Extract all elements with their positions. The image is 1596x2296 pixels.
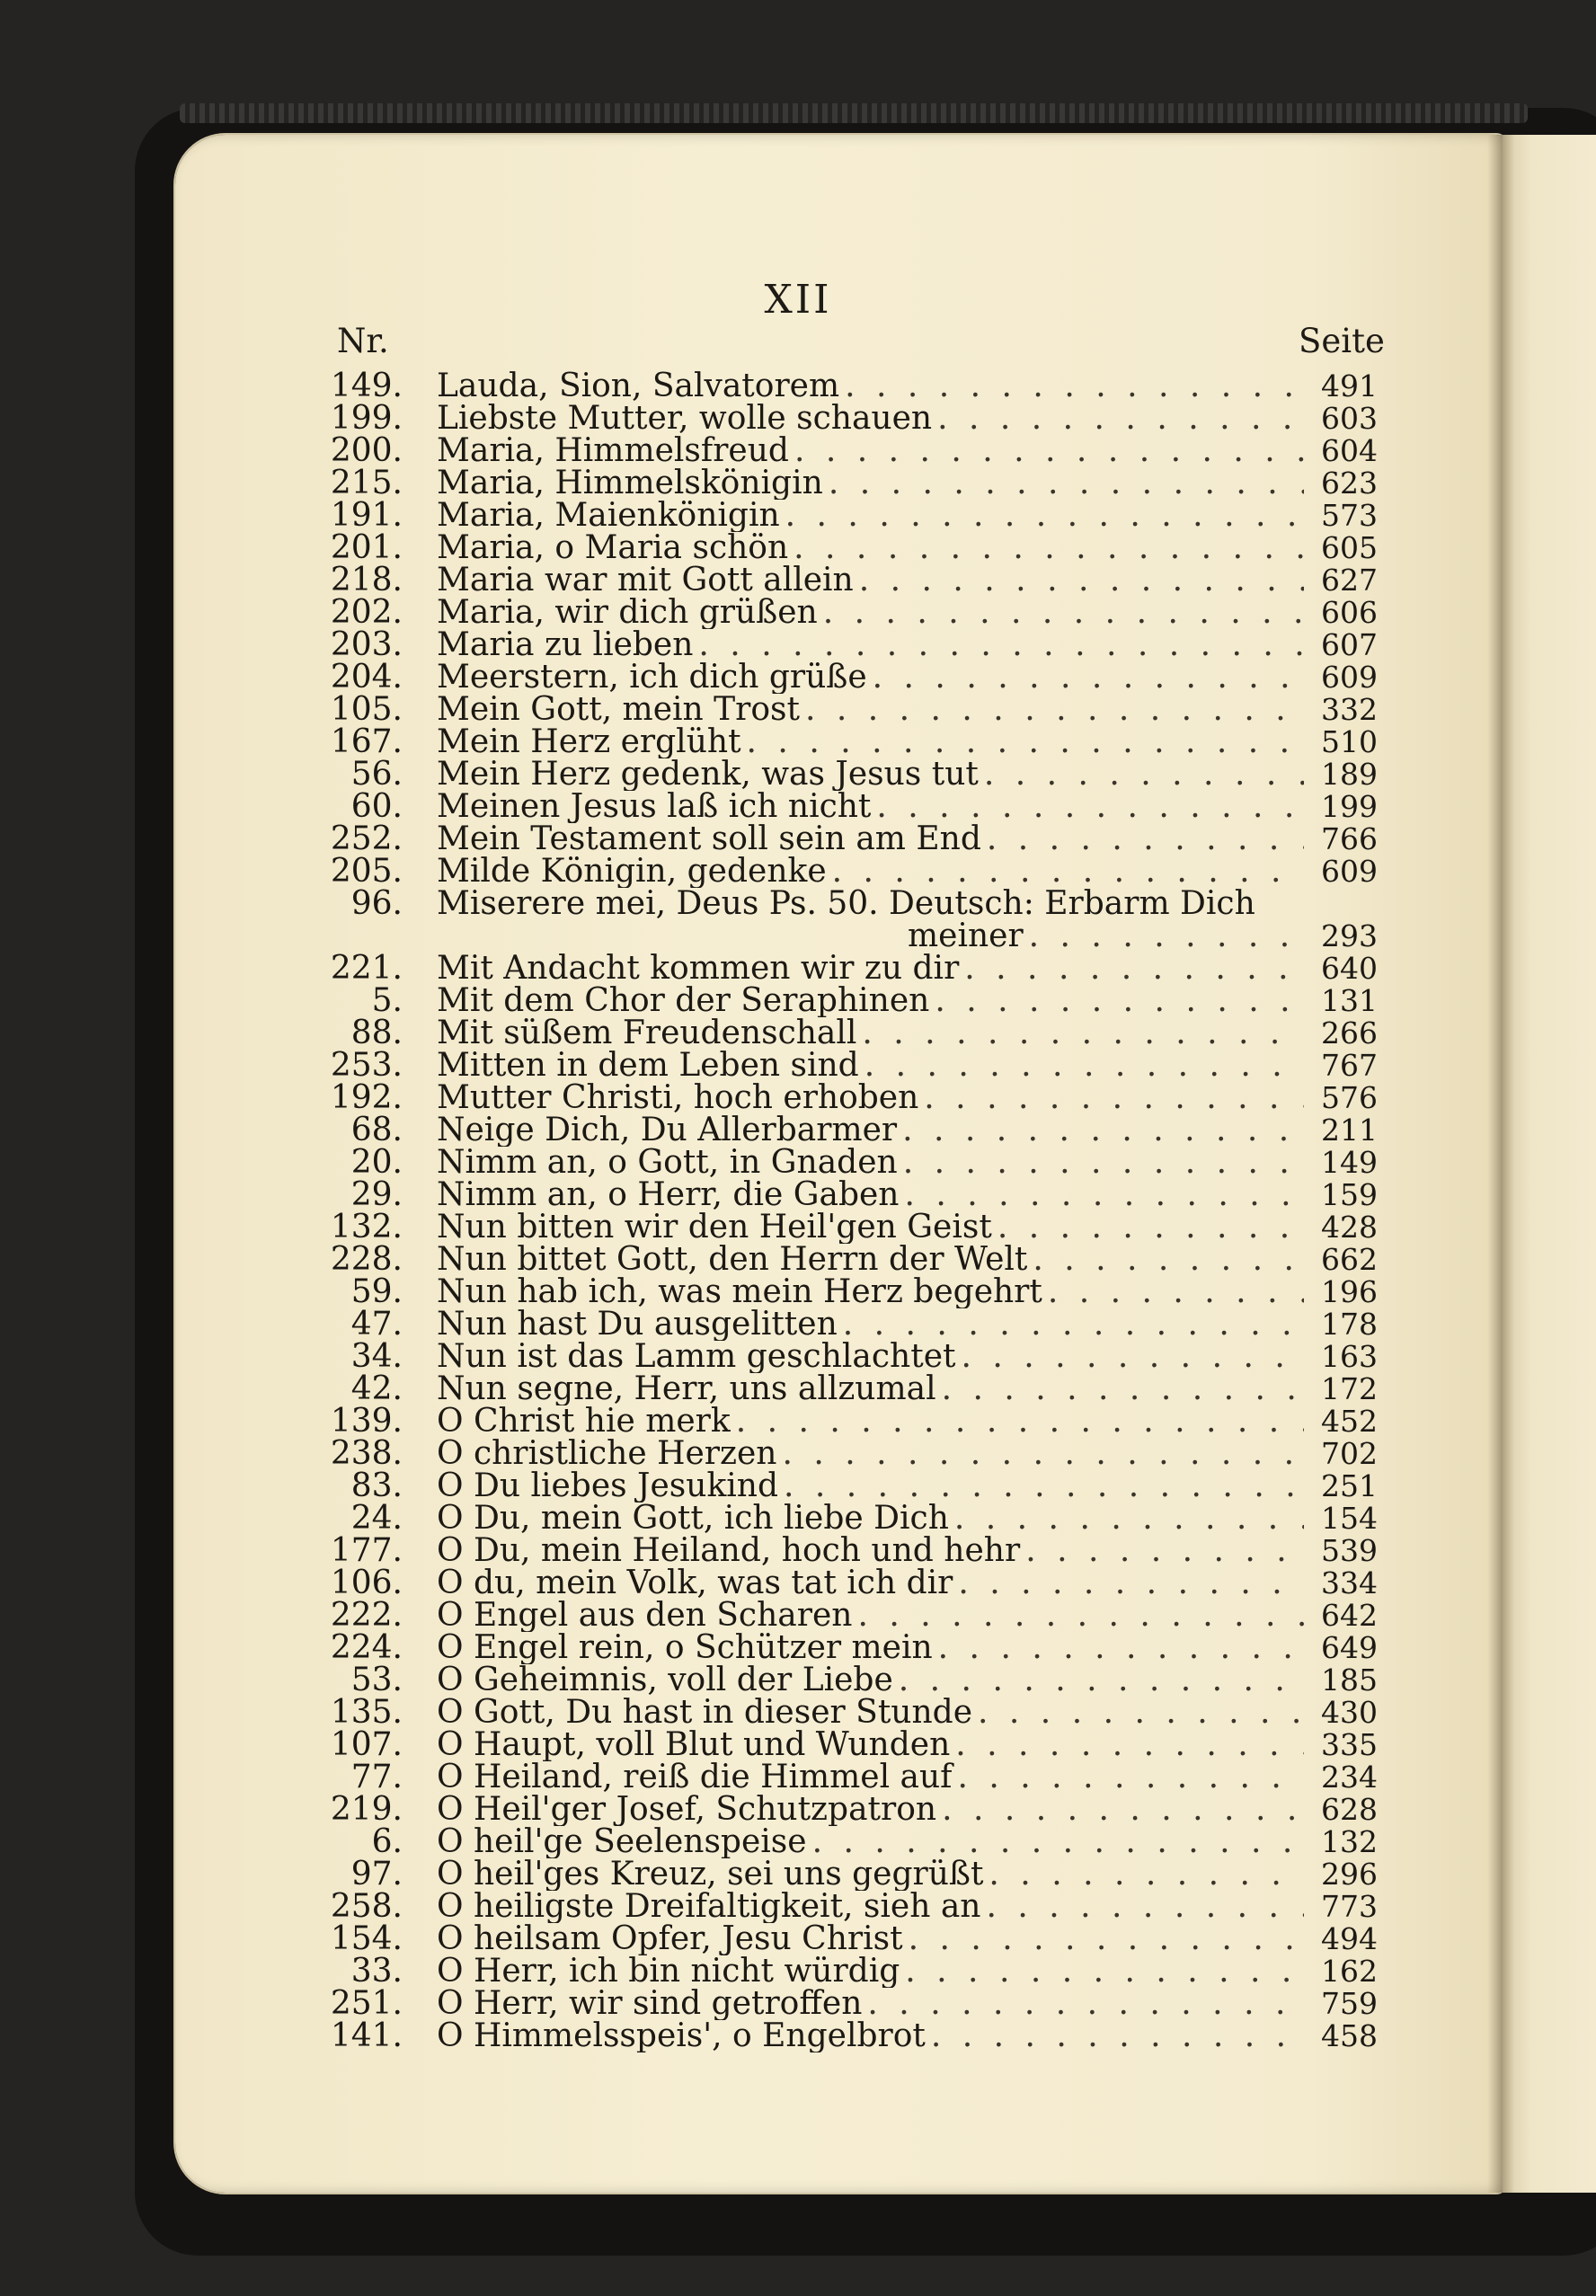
- entry-page-number: 154: [1321, 1501, 1378, 1536]
- entry-title-text: Maria zu lieben: [437, 629, 694, 661]
- entry-page-number: 132: [1321, 1824, 1378, 1859]
- entry-title-text: Liebste Mutter, wolle schauen: [437, 403, 933, 435]
- entry-number: 154.: [330, 1920, 403, 1957]
- entry-title-text: Nun ist das Lamm geschlachtet: [437, 1341, 956, 1373]
- entry-page-number: 606: [1321, 595, 1378, 630]
- entry-title-text: O Herr, ich bin nicht würdig: [437, 1955, 900, 1988]
- book-cover-edge: [180, 103, 1528, 123]
- entry-title: [437, 1761, 1304, 1794]
- page-number: XII: [764, 277, 832, 323]
- entry-title: [437, 1923, 1304, 1955]
- index-entry: [0, 1664, 1596, 1697]
- entry-number: 42.: [350, 1370, 403, 1407]
- entry-title: [437, 1729, 1304, 1761]
- entry-title-continuation-text: meiner: [908, 920, 1024, 953]
- entry-number: 107.: [330, 1726, 403, 1763]
- entry-page-number: 773: [1321, 1889, 1378, 1924]
- index-entry: [0, 1761, 1596, 1794]
- entry-page-number: 458: [1321, 2018, 1378, 2053]
- index-entry: [0, 1079, 1596, 1116]
- index-entry: [0, 1273, 1596, 1310]
- index-entry: [0, 1791, 1596, 1828]
- index-entry: [0, 1823, 1596, 1860]
- entry-title: [437, 1503, 1304, 1535]
- entry-number: 251.: [330, 1985, 403, 2022]
- entry-page-number: 430: [1321, 1695, 1378, 1730]
- entry-page-number: 642: [1321, 1598, 1378, 1633]
- entry-page-number: 199: [1321, 789, 1378, 824]
- index-entry: [0, 400, 1596, 437]
- entry-title-text: O Herr, wir sind getroffen: [437, 1988, 863, 2020]
- index-entry: [0, 370, 1596, 403]
- entry-number: 6.: [371, 1823, 403, 1860]
- entry-title: [437, 1050, 1304, 1082]
- index-entry: [0, 1405, 1596, 1438]
- entry-title-text: O Engel rein, o Schützer mein: [437, 1632, 933, 1664]
- entry-title: [437, 694, 1304, 726]
- entry-title: [437, 1794, 1304, 1826]
- entry-number: 68.: [350, 1112, 403, 1148]
- entry-number: 83.: [350, 1467, 403, 1504]
- entry-title-text: Maria, Maienkönigin: [437, 500, 780, 532]
- entry-number: 167.: [330, 723, 403, 760]
- entry-page-number: 759: [1321, 1986, 1378, 2021]
- index-entry: [0, 885, 1596, 953]
- entry-number: 228.: [330, 1241, 403, 1278]
- entry-title-text: Maria war mit Gott allein: [437, 564, 854, 597]
- index-entry: [0, 626, 1596, 663]
- entry-title: [437, 1373, 1304, 1405]
- entry-title-text: O Christ hie merk: [437, 1405, 731, 1438]
- entry-title-text: O du, mein Volk, was tat ich dir: [437, 1567, 953, 1600]
- index-entry: [0, 1241, 1596, 1278]
- entry-page-number: 604: [1321, 433, 1378, 468]
- entry-page-number: 163: [1321, 1339, 1378, 1374]
- entry-page-number: 428: [1321, 1210, 1378, 1245]
- entry-number: 192.: [330, 1079, 403, 1116]
- entry-title: [437, 1632, 1304, 1664]
- entry-title-text: Milde Königin, gedenke: [437, 855, 827, 888]
- entry-title: [437, 1470, 1304, 1503]
- entry-number: 253.: [330, 1047, 403, 1084]
- entry-title-text: Nun bitten wir den Heil'gen Geist: [437, 1211, 992, 1244]
- entry-title-text: Mit Andacht kommen wir zu dir: [437, 953, 960, 985]
- entry-page-number: 662: [1321, 1242, 1378, 1277]
- entry-title-text: Meerstern, ich dich grüße: [437, 661, 867, 694]
- index-entry: [0, 529, 1596, 566]
- index-entry: [0, 1532, 1596, 1569]
- entry-number: 238.: [330, 1435, 403, 1472]
- entry-number: 222.: [330, 1597, 403, 1634]
- entry-page-number: 603: [1321, 401, 1378, 436]
- entry-title-text: O heil'ge Seelenspeise: [437, 1826, 807, 1858]
- entry-title: [437, 1341, 1304, 1373]
- index-entry: [0, 1629, 1596, 1666]
- entry-number: 96.: [350, 885, 403, 922]
- entry-title-text: Mitten in dem Leben sind: [437, 1050, 859, 1082]
- entry-title-text: O heil'ges Kreuz, sei uns gegrüßt: [437, 1858, 984, 1891]
- entry-page-number: 609: [1321, 854, 1378, 889]
- entry-page-number: 196: [1321, 1274, 1378, 1309]
- entry-title: [437, 1600, 1304, 1632]
- entry-page-number: 640: [1321, 951, 1378, 986]
- entry-title-text: Meinen Jesus laß ich nicht: [437, 791, 872, 823]
- index-entries: [0, 370, 1596, 2052]
- entry-page-number: 623: [1321, 465, 1378, 501]
- entry-title-text: Nimm an, o Gott, in Gnaden: [437, 1147, 898, 1179]
- entry-page-number: 627: [1321, 563, 1378, 598]
- entry-title: [437, 1858, 1304, 1891]
- index-entry: [0, 1597, 1596, 1634]
- index-entry: [0, 1308, 1596, 1341]
- entry-title: [437, 629, 1304, 661]
- index-entry: [0, 950, 1596, 987]
- entry-title-text: Lauda, Sion, Salvatorem: [437, 370, 840, 403]
- index-entry: [0, 1211, 1596, 1244]
- entry-page-number: 510: [1321, 724, 1378, 759]
- entry-title-text: Mein Herz erglüht: [437, 726, 741, 758]
- entry-number: 77.: [350, 1759, 403, 1795]
- entry-title: [437, 1276, 1304, 1308]
- entry-title-text: Nun hab ich, was mein Herz begehrt: [437, 1276, 1042, 1308]
- entry-title: [437, 370, 1304, 403]
- entry-title: [437, 1017, 1304, 1050]
- entry-title: [437, 1891, 1304, 1923]
- entry-title: [437, 1567, 1304, 1600]
- column-header-seite: Seite: [1299, 322, 1385, 360]
- entry-page-number: 702: [1321, 1436, 1378, 1471]
- entry-number: 177.: [330, 1532, 403, 1569]
- entry-number: 132.: [330, 1209, 403, 1246]
- entry-title-text: O Engel aus den Scharen: [437, 1600, 853, 1632]
- entry-number: 5.: [371, 982, 403, 1019]
- entry-title: [437, 855, 1304, 888]
- index-entry: [0, 564, 1596, 597]
- entry-number: 201.: [330, 529, 403, 566]
- entry-number: 34.: [350, 1338, 403, 1375]
- index-entry: [0, 1144, 1596, 1181]
- entry-number: 199.: [330, 400, 403, 437]
- entry-page-number: 149: [1321, 1145, 1378, 1180]
- entry-title: [437, 1082, 1304, 1114]
- entry-number: 200.: [330, 432, 403, 469]
- index-entry: [0, 788, 1596, 825]
- entry-number: 252.: [330, 820, 403, 857]
- entry-page-number: 452: [1321, 1404, 1378, 1439]
- entry-page-number: 767: [1321, 1048, 1378, 1083]
- entry-title-text: Maria, o Maria schön: [437, 532, 789, 564]
- entry-page-number: 607: [1321, 627, 1378, 662]
- entry-page-number: 494: [1321, 1921, 1378, 1956]
- index-entry: [0, 1920, 1596, 1957]
- entry-number: 258.: [330, 1888, 403, 1925]
- entry-title: [437, 532, 1304, 564]
- entry-title-text: Nun hast Du ausgelitten: [437, 1308, 838, 1341]
- entry-number: 88.: [350, 1015, 403, 1051]
- index-entry: [0, 982, 1596, 1019]
- index-entry: [0, 1176, 1596, 1213]
- entry-title-text: O christliche Herzen: [437, 1438, 777, 1470]
- entry-number: 53.: [350, 1662, 403, 1698]
- index-entry: [0, 1435, 1596, 1472]
- entry-page-number: 334: [1321, 1565, 1378, 1600]
- entry-title: [437, 1438, 1304, 1470]
- entry-title-text: O Du, mein Heiland, hoch und hehr: [437, 1535, 1021, 1567]
- entry-title-text: O Heiland, reiß die Himmel auf: [437, 1761, 953, 1794]
- entry-number: 105.: [330, 691, 403, 728]
- entry-page-number: 491: [1321, 368, 1378, 403]
- entry-title: [437, 985, 1304, 1017]
- entry-title: [437, 726, 1304, 758]
- entry-title: [437, 2020, 1304, 2052]
- entry-page-number: 605: [1321, 530, 1378, 565]
- index-entry: [0, 1338, 1596, 1375]
- entry-title: [437, 1826, 1304, 1858]
- entry-title-text: Neige Dich, Du Allerbarmer: [437, 1114, 898, 1147]
- entry-number: 139.: [330, 1403, 403, 1440]
- entry-number: 141.: [330, 2017, 403, 2054]
- entry-number: 221.: [330, 950, 403, 987]
- entry-number: 20.: [350, 1144, 403, 1181]
- entry-title: [437, 953, 1304, 985]
- index-entry: [0, 1726, 1596, 1763]
- entry-number: 106.: [330, 1565, 403, 1601]
- entry-page-number: 185: [1321, 1662, 1378, 1698]
- entry-title-text: O Himmelsspeis', o Engelbrot: [437, 2020, 926, 2052]
- index-entry: [0, 1370, 1596, 1407]
- index-entry: [0, 1467, 1596, 1504]
- entry-title-text: O Du liebes Jesukind: [437, 1470, 779, 1503]
- entry-title: [437, 1955, 1304, 1988]
- entry-page-number: 335: [1321, 1727, 1378, 1762]
- entry-title: [437, 1988, 1304, 2020]
- entry-number: 219.: [330, 1791, 403, 1828]
- entry-page-number: 162: [1321, 1954, 1378, 1989]
- index-entry: [0, 497, 1596, 534]
- entry-page-number: 332: [1321, 692, 1378, 727]
- index-entry: [0, 1888, 1596, 1925]
- entry-title: [437, 403, 1304, 435]
- entry-title: [437, 1244, 1304, 1276]
- entry-number: 203.: [330, 626, 403, 663]
- entry-title: [437, 1535, 1304, 1567]
- index-entry: [0, 594, 1596, 631]
- entry-number: 149.: [330, 368, 403, 404]
- entry-title-text: Miserere mei, Deus Ps. 50. Deutsch: Erbarm Dich: [437, 888, 1255, 920]
- entry-title-text: Maria, Himmelsfreud: [437, 435, 789, 467]
- entry-title-text: Maria, Himmelskönigin: [437, 467, 823, 500]
- entry-number: 59.: [350, 1273, 403, 1310]
- entry-page-number: 251: [1321, 1468, 1378, 1503]
- entry-number: 202.: [330, 594, 403, 631]
- entry-title-text: Mein Gott, mein Trost: [437, 694, 800, 726]
- entry-title: [437, 435, 1304, 467]
- index-entry: [0, 1955, 1596, 1988]
- entry-number: 191.: [330, 497, 403, 534]
- entry-title: [437, 661, 1304, 694]
- entry-page-number: 234: [1321, 1760, 1378, 1795]
- index-entry: [0, 2017, 1596, 2054]
- entry-title-text: Maria, wir dich grüßen: [437, 597, 818, 629]
- entry-title-text: Nun segne, Herr, uns allzumal: [437, 1373, 936, 1405]
- entry-page-number: 609: [1321, 660, 1378, 695]
- entry-title: [437, 500, 1304, 532]
- index-entry: [0, 691, 1596, 728]
- entry-page-number: 266: [1321, 1015, 1378, 1050]
- entry-number: 215.: [330, 465, 403, 501]
- index-entry: [0, 432, 1596, 469]
- entry-title: [437, 564, 1304, 597]
- entry-title: [437, 1308, 1304, 1341]
- entry-page-number: 296: [1321, 1857, 1378, 1892]
- entry-title-text: Mutter Christi, hoch erhoben: [437, 1082, 919, 1114]
- entry-title-text: Mein Herz gedenk, was Jesus tut: [437, 758, 979, 791]
- index-entry: [0, 1114, 1596, 1147]
- entry-number: 29.: [350, 1176, 403, 1213]
- index-entry: [0, 855, 1596, 888]
- entry-title-text: O heiligste Dreifaltigkeit, sieh an: [437, 1891, 981, 1923]
- entry-page-number: 211: [1321, 1113, 1378, 1148]
- entry-title: [437, 1211, 1304, 1244]
- entry-title: [437, 1179, 1304, 1211]
- entry-number: 204.: [330, 659, 403, 696]
- entry-number: 218.: [330, 562, 403, 598]
- entry-number: 97.: [350, 1856, 403, 1893]
- entry-title-text: Mit süßem Freudenschall: [437, 1017, 857, 1050]
- index-entry: [0, 467, 1596, 500]
- entry-title-continuation: [908, 920, 1303, 953]
- entry-page-number: 649: [1321, 1630, 1378, 1665]
- entry-number: 205.: [330, 853, 403, 890]
- index-entry: [0, 661, 1596, 694]
- entry-title: [437, 823, 1304, 855]
- entry-page-number: 628: [1321, 1792, 1378, 1827]
- column-header-nr: Nr.: [337, 322, 389, 360]
- index-entry: [0, 1567, 1596, 1600]
- index-entry: [0, 1858, 1596, 1891]
- entry-title-text: O Du, mein Gott, ich liebe Dich: [437, 1503, 949, 1535]
- index-entry: [0, 758, 1596, 791]
- entry-page-number: 159: [1321, 1177, 1378, 1212]
- entry-title-text: O heilsam Opfer, Jesu Christ: [437, 1923, 903, 1955]
- entry-number: 33.: [350, 1953, 403, 1990]
- index-entry: [0, 1047, 1596, 1084]
- entry-number: 60.: [350, 788, 403, 825]
- index-entry: [0, 723, 1596, 760]
- index-entry: [0, 1985, 1596, 2022]
- entry-title: [437, 1147, 1304, 1179]
- entry-title: [437, 1405, 1304, 1438]
- entry-number: 47.: [350, 1306, 403, 1343]
- entry-page-number: 131: [1321, 983, 1378, 1018]
- entry-title-text: Nun bittet Gott, den Herrn der Welt: [437, 1244, 1028, 1276]
- entry-number: 24.: [350, 1500, 403, 1537]
- entry-page-number: 293: [1321, 918, 1378, 953]
- entry-page-number: 766: [1321, 821, 1378, 856]
- entry-title-text: Mein Testament soll sein am End: [437, 823, 981, 855]
- entry-title-text: O Gott, Du hast in dieser Stunde: [437, 1697, 973, 1729]
- entry-title: [437, 758, 1304, 791]
- entry-page-number: 172: [1321, 1371, 1378, 1406]
- entry-title: [437, 888, 1304, 920]
- entry-page-number: 189: [1321, 757, 1378, 792]
- entry-page-number: 576: [1321, 1080, 1378, 1115]
- entry-title: [437, 1697, 1304, 1729]
- entry-page-number: 539: [1321, 1533, 1378, 1568]
- entry-title: [437, 467, 1304, 500]
- entry-title-text: O Haupt, voll Blut und Wunden: [437, 1729, 951, 1761]
- index-entry: [0, 1694, 1596, 1731]
- entry-page-number: 178: [1321, 1307, 1378, 1342]
- entry-title: [437, 1664, 1304, 1697]
- entry-title: [437, 791, 1304, 823]
- index-entry: [0, 1500, 1596, 1537]
- entry-number: 56.: [350, 756, 403, 793]
- index-entry: [0, 820, 1596, 857]
- entry-title-text: O Geheimnis, voll der Liebe: [437, 1664, 893, 1697]
- entry-title: [437, 1114, 1304, 1147]
- entry-number: 135.: [330, 1694, 403, 1731]
- entry-page-number: 573: [1321, 498, 1378, 533]
- entry-title-text: Mit dem Chor der Seraphinen: [437, 985, 930, 1017]
- entry-title-text: O Heil'ger Josef, Schutzpatron: [437, 1794, 937, 1826]
- entry-number: 224.: [330, 1629, 403, 1666]
- entry-title: [437, 597, 1304, 629]
- entry-title-text: Nimm an, o Herr, die Gaben: [437, 1179, 900, 1211]
- index-entry: [0, 1017, 1596, 1050]
